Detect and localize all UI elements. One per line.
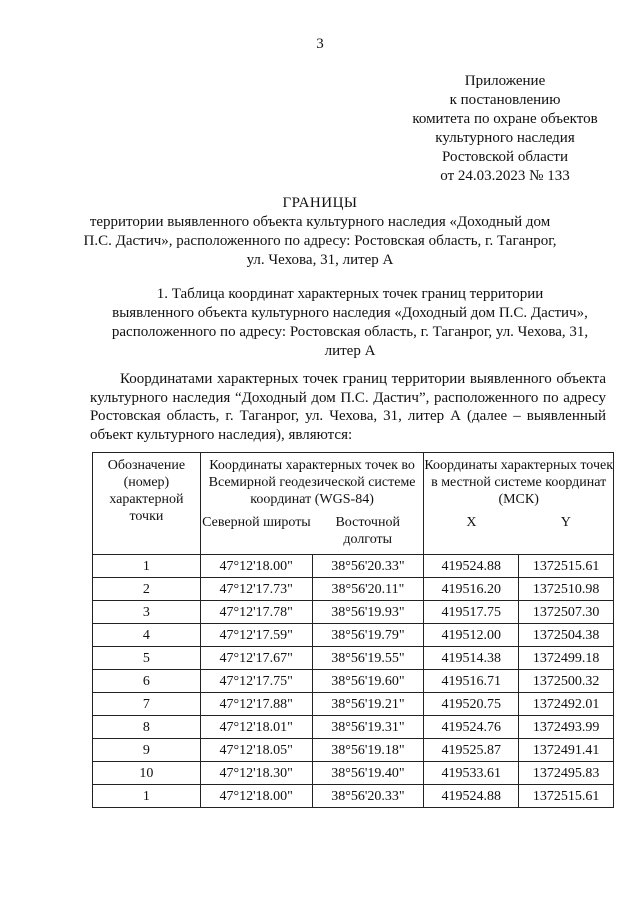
latitude-cell: 47°12'18.05": [200, 739, 312, 762]
latitude-cell: 47°12'17.78": [200, 601, 312, 624]
section-title-line: 1. Таблица координат характерных точек границ территории: [156, 286, 544, 302]
table-row: [93, 578, 614, 601]
latitude-cell: 47°12'17.67": [200, 647, 312, 670]
appendix-line: Приложение: [464, 73, 546, 89]
header-y: Y: [519, 508, 614, 555]
longitude-cell: 38°56'20.33": [312, 555, 424, 578]
x-cell: 419533.61: [424, 762, 519, 785]
section-title: [95, 285, 605, 361]
document-title: [60, 194, 580, 270]
latitude-cell: 47°12'18.00": [200, 785, 312, 808]
y-cell: 1372504.38: [519, 624, 614, 647]
x-cell: 419524.88: [424, 555, 519, 578]
x-cell: 419512.00: [424, 624, 519, 647]
longitude-cell: 38°56'19.21": [312, 693, 424, 716]
table-row: [93, 601, 614, 624]
longitude-cell: 38°56'19.40": [312, 762, 424, 785]
appendix-line: к постановлению: [449, 92, 561, 108]
title-line: ул. Чехова, 31, литер А: [246, 252, 394, 268]
title-line: территории выявленного объекта культурного наследия «Доходный дом: [89, 214, 551, 230]
point-number-cell: 7: [93, 693, 201, 716]
x-cell: 419517.75: [424, 601, 519, 624]
section-title-line: расположенного по адресу: Ростовская область, г. Таганрог, ул. Чехова, 31,: [111, 324, 589, 340]
latitude-cell: 47°12'18.01": [200, 716, 312, 739]
header-wgs84: Координаты характерных точек во Всемирной геодезической системе координат (WGS-84): [200, 453, 424, 509]
x-cell: 419516.71: [424, 670, 519, 693]
longitude-cell: 38°56'19.79": [312, 624, 424, 647]
intro-paragraph: Координатами характерных точек границ территории выявленного объекта культурного наследия “Доходный дом П.С. Дастич”, расположенного по адресу Ростовская область, г. Таганрог, ул. Чехова, 31, литер А (далее – выявленный объект культурного наследия), являются:: [90, 371, 606, 443]
header-latitude: Северной широты: [200, 508, 312, 555]
y-cell: 1372515.61: [519, 555, 614, 578]
y-cell: 1372507.30: [519, 601, 614, 624]
point-number-cell: 6: [93, 670, 201, 693]
point-number-cell: 8: [93, 716, 201, 739]
header-point-number: Обозначение (номер) характерной точки: [93, 453, 201, 555]
title-heading: ГРАНИЦЫ: [282, 195, 358, 211]
appendix-line: от 24.03.2023 № 133: [440, 168, 570, 184]
point-number-cell: 9: [93, 739, 201, 762]
y-cell: 1372499.18: [519, 647, 614, 670]
table-row: [93, 647, 614, 670]
longitude-cell: 38°56'20.11": [312, 578, 424, 601]
longitude-cell: 38°56'19.55": [312, 647, 424, 670]
table-row: [93, 555, 614, 578]
y-cell: 1372500.32: [519, 670, 614, 693]
table-row: [93, 716, 614, 739]
latitude-cell: 47°12'17.75": [200, 670, 312, 693]
section-title-line: выявленного объекта культурного наследия «Доходный дом П.С. Дастич»,: [112, 305, 588, 321]
y-cell: 1372510.98: [519, 578, 614, 601]
y-cell: 1372492.01: [519, 693, 614, 716]
y-cell: 1372495.83: [519, 762, 614, 785]
latitude-cell: 47°12'18.00": [200, 555, 312, 578]
longitude-cell: 38°56'19.60": [312, 670, 424, 693]
x-cell: 419524.76: [424, 716, 519, 739]
title-line: П.С. Дастич», расположенного по адресу: Ростовская область, г. Таганрог,: [83, 233, 557, 249]
longitude-cell: 38°56'19.18": [312, 739, 424, 762]
table-row: [93, 762, 614, 785]
header-longitude: Восточной долготы: [312, 508, 424, 555]
point-number-cell: 2: [93, 578, 201, 601]
point-number-cell: 1: [93, 555, 201, 578]
y-cell: 1372491.41: [519, 739, 614, 762]
y-cell: 1372515.61: [519, 785, 614, 808]
longitude-cell: 38°56'20.33": [312, 785, 424, 808]
latitude-cell: 47°12'17.59": [200, 624, 312, 647]
x-cell: 419520.75: [424, 693, 519, 716]
table-row: [93, 785, 614, 808]
table-row: [93, 693, 614, 716]
appendix-line: культурного наследия: [435, 130, 575, 146]
latitude-cell: 47°12'17.88": [200, 693, 312, 716]
x-cell: 419524.88: [424, 785, 519, 808]
page-number: 3: [316, 36, 324, 52]
coordinates-table: [92, 452, 614, 808]
point-number-cell: 5: [93, 647, 201, 670]
table-row: [93, 624, 614, 647]
appendix-line: Ростовской области: [442, 149, 568, 165]
x-cell: 419516.20: [424, 578, 519, 601]
point-number-cell: 4: [93, 624, 201, 647]
appendix-block: [405, 72, 605, 186]
point-number-cell: 3: [93, 601, 201, 624]
longitude-cell: 38°56'19.93": [312, 601, 424, 624]
y-cell: 1372493.99: [519, 716, 614, 739]
point-number-cell: 1: [93, 785, 201, 808]
latitude-cell: 47°12'17.73": [200, 578, 312, 601]
latitude-cell: 47°12'18.30": [200, 762, 312, 785]
table-row: [93, 739, 614, 762]
point-number-cell: 10: [93, 762, 201, 785]
table-row: [93, 670, 614, 693]
x-cell: 419514.38: [424, 647, 519, 670]
longitude-cell: 38°56'19.31": [312, 716, 424, 739]
header-x: X: [424, 508, 519, 555]
appendix-line: комитета по охране объектов: [412, 111, 598, 127]
x-cell: 419525.87: [424, 739, 519, 762]
section-title-line: литер А: [324, 343, 376, 359]
header-msk: Координаты характерных точек в местной системе координат (МСК): [424, 453, 614, 509]
